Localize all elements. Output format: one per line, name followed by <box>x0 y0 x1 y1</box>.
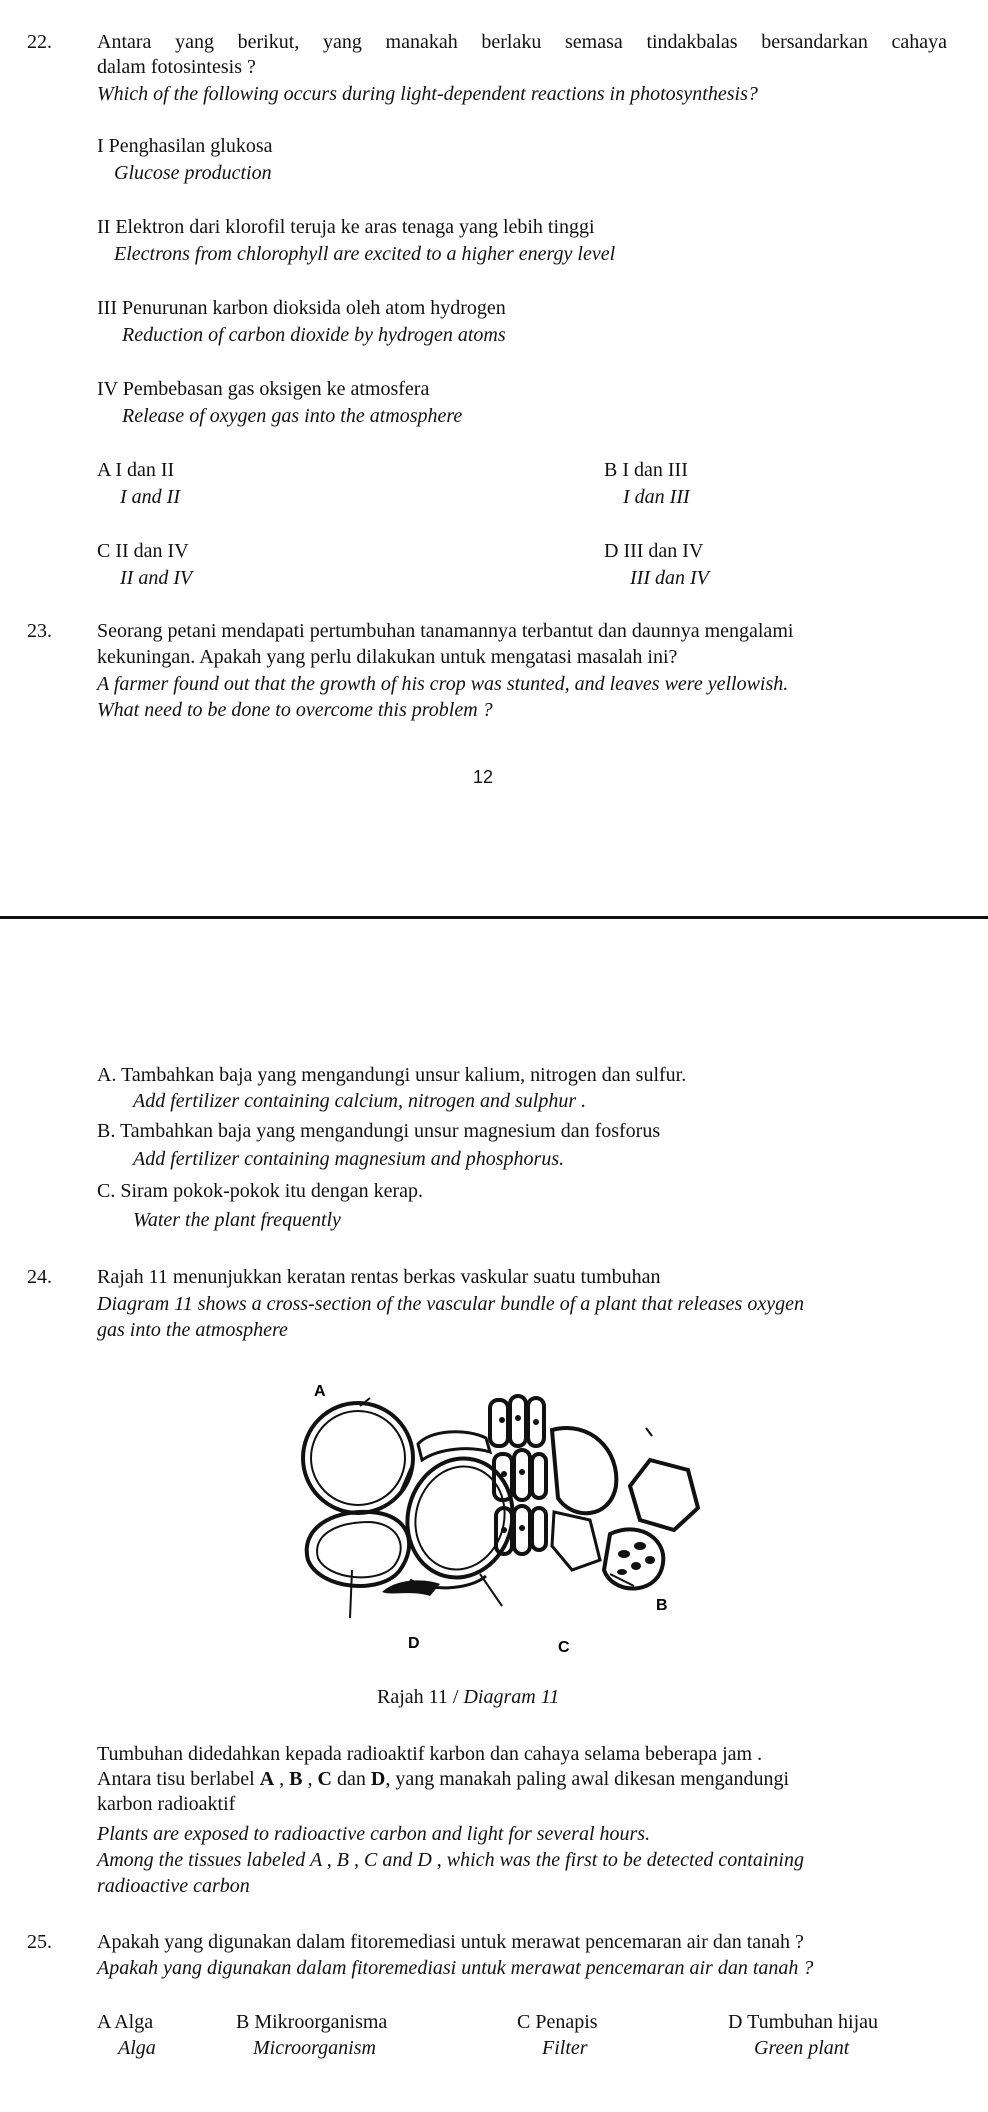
statement-ii: II Elektron dari klorofil teruja ke aras tenaga yang lebih tinggi <box>97 216 595 238</box>
question-number: 24. <box>27 1266 52 1288</box>
question-number: 23. <box>27 620 52 642</box>
text-span: Antara tisu berlabel <box>97 1768 260 1790</box>
bold-label: A <box>259 1768 275 1790</box>
option-c-en: II and IV <box>120 567 193 589</box>
option-a-en: Add fertilizer containing calcium, nitrogen and sulphur . <box>133 1090 587 1112</box>
option-b[interactable]: B I dan III <box>604 459 688 481</box>
question-stem-en-cont: gas into the atmosphere <box>97 1319 288 1341</box>
option-c[interactable]: C II dan IV <box>97 540 189 562</box>
page-divider <box>0 916 988 919</box>
statement-i-en: Glucose production <box>114 162 272 184</box>
option-d[interactable]: D Tumbuhan hijau <box>728 2011 879 2033</box>
statement-iii-en: Reduction of carbon dioxide by hydrogen atoms <box>122 324 506 346</box>
question-stem-ms: Antara yang berikut, yang manakah berlaku semasa tindakbalas bersandarkan cahaya <box>97 31 947 53</box>
body-ms-1: Tumbuhan didedahkan kepada radioaktif karbon dan cahaya selama beberapa jam . <box>97 1743 763 1765</box>
label-a: A <box>314 1383 326 1400</box>
label-c: C <box>558 1639 570 1656</box>
question-stem-ms-cont: dalam fotosintesis ? <box>97 56 256 78</box>
label-b: B <box>656 1597 668 1614</box>
question-stem-en: Which of the following occurs during light-dependent reactions in photosynthesis? <box>97 83 758 105</box>
option-c[interactable]: C Penapis <box>517 2011 598 2033</box>
parenchyma-cell <box>552 1428 616 1513</box>
statement-iv: IV Pembebasan gas oksigen ke atmosfera <box>97 378 430 400</box>
diagram-caption <box>377 1685 559 1710</box>
statement-i: I Penghasilan glukosa <box>97 135 273 157</box>
question-stem-ms: Apakah yang digunakan dalam fitoremediasi untuk merawat pencemaran air dan tanah ? <box>97 1931 804 1953</box>
body-en-2: Among the tissues labeled A , B , C and D , which was the first to be detected containing <box>97 1849 804 1871</box>
question-stem-en: Diagram 11 shows a cross-section of the vascular bundle of a plant that releases oxygen <box>97 1293 804 1315</box>
label-d: D <box>408 1635 420 1652</box>
option-d-en: III dan IV <box>630 567 709 589</box>
option-d[interactable]: D III dan IV <box>604 540 704 562</box>
sieve-tube-cell <box>490 1400 508 1446</box>
page-number: 12 <box>473 767 494 787</box>
statement-ii-en: Electrons from chlorophyll are excited to a higher energy level <box>114 243 616 265</box>
text-span: , <box>302 1768 318 1790</box>
statement-iv-en: Release of oxygen gas into the atmosphere <box>122 405 463 427</box>
bold-label: C <box>317 1768 332 1790</box>
question-stem-en: Apakah yang digunakan dalam fitoremediasi untuk merawat pencemaran air dan tanah ? <box>97 1957 814 1979</box>
body-ms-2 <box>97 1767 789 1792</box>
text-span: , yang manakah paling awal dikesan mengandungi <box>385 1768 790 1790</box>
hexagonal-cell <box>630 1460 698 1530</box>
question-stem-ms: Seorang petani mendapati pertumbuhan tanamannya terbantut dan daunnya mengalami <box>97 620 794 642</box>
large-vessel-a <box>303 1403 413 1513</box>
question-stem-ms: Rajah 11 menunjukkan keratan rentas berkas vaskular suatu tumbuhan <box>97 1266 661 1288</box>
question-stem-en: A farmer found out that the growth of his crop was stunted, and leaves were yellowish. <box>97 673 789 695</box>
text-span: dan <box>331 1768 371 1790</box>
option-b[interactable]: B Mikroorganisma <box>236 2011 388 2033</box>
question-number: 25. <box>27 1931 52 1953</box>
bold-label: D <box>370 1768 386 1790</box>
text-span: , <box>274 1768 290 1790</box>
option-a-en: Alga <box>118 2037 156 2059</box>
vascular-bundle-diagram <box>290 1370 710 1670</box>
option-b-en: I dan III <box>623 486 690 508</box>
option-a-en: I and II <box>120 486 180 508</box>
option-b-en: Add fertilizer containing magnesium and phosphorus. <box>133 1148 565 1170</box>
question-number: 22. <box>27 31 52 53</box>
question-stem-en-cont: What need to be done to overcome this problem ? <box>97 699 493 721</box>
caption-en: Diagram 11 <box>463 1686 560 1708</box>
statement-iii: III Penurunan karbon dioksida oleh atom hydrogen <box>97 297 506 319</box>
body-en-3: radioactive carbon <box>97 1875 250 1897</box>
option-c[interactable]: C. Siram pokok-pokok itu dengan kerap. <box>97 1180 424 1202</box>
option-c-en: Filter <box>542 2037 588 2059</box>
option-a[interactable]: A I dan II <box>97 459 175 481</box>
question-stem-ms-cont: kekuningan. Apakah yang perlu dilakukan untuk mengatasi masalah ini? <box>97 646 678 668</box>
bold-label: B <box>289 1768 303 1790</box>
option-b-en: Microorganism <box>253 2037 376 2059</box>
caption-ms: Rajah 11 / <box>377 1686 464 1708</box>
option-b[interactable]: B. Tambahkan baja yang mengandungi unsur magnesium dan fosforus <box>97 1120 661 1142</box>
option-d-en: Green plant <box>754 2037 850 2059</box>
body-ms-3: karbon radioaktif <box>97 1793 236 1815</box>
body-en-1: Plants are exposed to radioactive carbon and light for several hours. <box>97 1823 651 1845</box>
option-a[interactable]: A Alga <box>97 2011 154 2033</box>
option-a[interactable]: A. Tambahkan baja yang mengandungi unsur kalium, nitrogen dan sulfur. <box>97 1064 687 1086</box>
option-c-en: Water the plant frequently <box>133 1209 341 1231</box>
